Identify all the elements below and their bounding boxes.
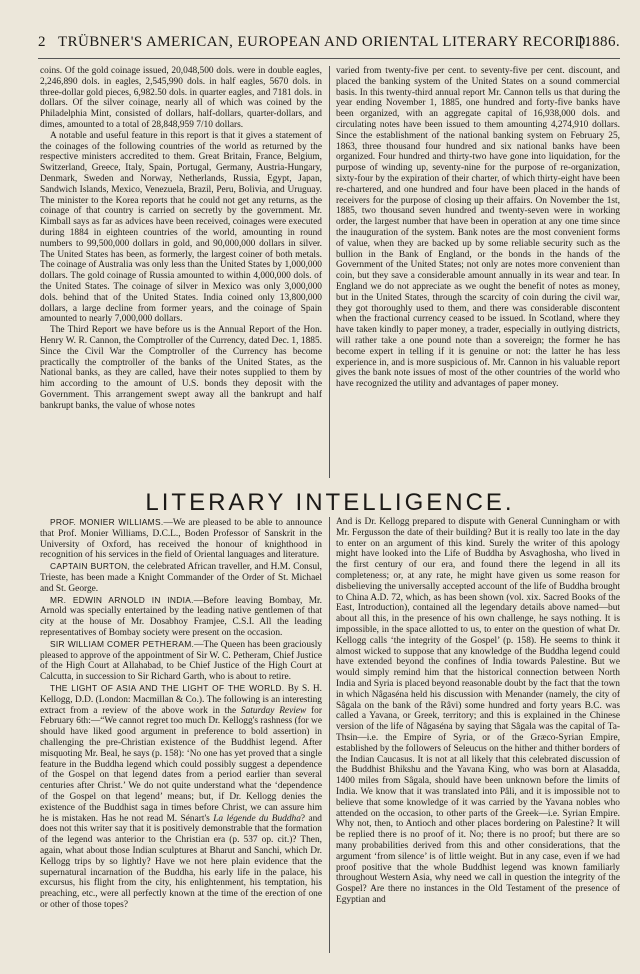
- paragraph: coins. Of the gold coinage issued, 20,048,500 dols. were in double eagles, 2,246,890 dols. in eagles, 2,545,990 dols. in half eagles, 5670 dols. in three-dollar gold pieces, 6,982.50 dols. in quarter eagles, and 7181 dols. in dollars. Of the silver coinage, nearly all of which was coined by the Philadelphia Mint, consisted of dollars, half-dollars, quarter-dollars, and dimes, amounted to a total of 28,848,959 7/10 dollars.: [40, 66, 322, 130]
- column-divider: [329, 66, 330, 478]
- item-text: the celebrated African traveller, and H.M. Consul, Trieste, has been made a Knight Commander of the Order of St. Michael and St. George.: [40, 562, 322, 594]
- year: [1886.: [578, 34, 620, 50]
- paragraph: varied from twenty-five per cent. to seventy-five per cent. discount, and placed the banking system of the United States on a sound commercial basis. In this twenty-third annual report Mr. Cannon tells us that during the year ending November 1, 1885, one hundred and forty-five banks have been organized, with an aggregate capital of 16,938,000 dols. and circulating notes have been issued to them amounting 4,274,910 dollars. Since the establishment of the national banking system on February 25, 1863, three thousand four hundred and six national banks have been organized. Four hundred and thirty-two have gone into liquidation, for the purpose of winding up, seventy-nine for the purpose of re-organization, sixty-four by the expiration of their charter, of which thirty-eight have been re-chartered, and one hundred and four have been placed in the hands of receivers for the purpose of closing up their affairs. On November the 1st, 1885, two thousand seven hundred and twenty-seven were in working order, the largest number that have been in operation at any one time since the inauguration of the system. Bank notes are the most convenient forms of value, when they are backed up by some reliable security such as the bullion in the Bank of England, or the bonds in the hands of the Government of the United States; not only are notes more convenient than coin, but they save a considerable amount annually in its wear and tear. In England we do not appreciate as we ought the benefit of notes as money, but in the United States, through the scarcity of coin during the civil war, they got thoroughly used to them, and there was considerable discontent when the fractional currency ceased to be issued. In Scotland, where they have taken kindly to paper money, a trader, especially in outlying districts, will rather take a one pound note than a sovereign; the former he has become expert in telling if it is genuine or not: the latter he has less experience in, and is more suspicious of. Mr. Cannon in his valuable report gives the bank note issues of most of the other countries of the world who have recognized the utility and advantages of paper money.: [336, 66, 620, 390]
- intel-left-column: [40, 517, 322, 957]
- item-heading: SIR WILLIAM COMER PETHERAM.: [50, 638, 195, 649]
- page-number: 2: [38, 34, 46, 50]
- item-heading: CAPTAIN BURTON,: [50, 561, 131, 572]
- item-text: By S. H. Kellogg, D.D. (London: Macmillan & Co.). The following is an interesting extract from a review of the above work in the: [40, 683, 322, 716]
- column-divider: [329, 517, 330, 953]
- item-text: —Before leaving Bombay, Mr. Arnold was specially entertained by the leading native gentlemen of that city at the house of Mr. Dosabhoy Framjee, C.S.I. All the leading representatives of Bombay society were present on the occasion.: [40, 595, 322, 638]
- item-text: for February 6th:—“We cannot regret too much Dr. Kellogg's rashness (for we should have liked good argument in preference to bold assertion) in challenging the pre-Christian existence of the Buddhist legend. After misquoting Mr. Beal, he says (p. 158): ‘No one has yet proved that a single feature in the Buddha legend which could possibly suggest a dependence of the Gospel on that legend dates from a period earlier than several centuries after Christ.’ We do not quite understand what the ‘dependence of the Gospel on that legend’ means; but, if Dr. Kellogg denies the existence of the Buddhist saga in times before Christ, we can assure him he is mistaken. Has he not read M. Sénart's: [40, 705, 322, 824]
- paragraph: The Third Report we have before us is the Annual Report of the Hon. Henry W. R. Cannon, the Comptroller of the Currency, dated Dec. 1, 1885. Since the Civil War the Comptroller of the Currency has become practically the comptroller of the banks of the United States, as the National banks, as they are called, have their notes supplied to them by him according to the amount of U.S. bonds they deposit with the Government. This arrangement swept away all the bankrupt and half bankrupt banks, the value of whose notes: [40, 325, 322, 411]
- paragraph: A notable and useful feature in this report is that it gives a statement of the coinages of the following countries of the world as returned by the respective ministers accredited to them. Great Britain, France, Belgium, Switzerland, Greece, Italy, Spain, Portugal, Germany, Austria-Hungary, Denmark, Sweden and Norway, Netherlands, Russia, Egypt, Japan, Sandwich Islands, Mexico, Venezuela, Brazil, Peru, Bolivia, and Uruguay. The minister to the Korea reports that he could not get any returns, as the coinage of that country is carried on secretly by the government. Mr. Kimball says as far as advices have been received, coinages were executed during 1884 in eighteen countries of the world, amounting in round numbers to 99,500,000 dollars in gold, and 90,000,000 dollars in silver. The United States has been, as formerly, the largest coiner of both metals. The coinage of Australia was only less than the United States by 1,000,000 dollars. The gold coinage of Russia amounted to within 4,000,000 dols. of the United States. The coinage of silver in Mexico was only 3,000,000 dols. behind that of the United States. India coined only 13,800,000 dollars, a large decline from former years, and the coinage of Spain amounted to nearly 7,000,000 dollars.: [40, 130, 322, 325]
- journal-name: Saturday Review: [240, 705, 307, 716]
- item-heading: PROF. MONIER WILLIAMS.: [50, 517, 164, 527]
- item-text: —We are pleased to be able to announce that Prof. Monier Williams, D.C.L., Boden Professor of Sanskrit in the University of Oxford, has received the honour of knighthood in recognition of his services in the field of Oriental languages and literature.: [40, 518, 322, 561]
- top-left-column: [40, 66, 322, 482]
- section-title: LITERARY INTELLIGENCE.: [145, 489, 515, 516]
- item-heading: MR. EDWIN ARNOLD IN INDIA.: [50, 594, 194, 605]
- top-right-column: [336, 66, 620, 482]
- intel-right-column: [336, 517, 620, 957]
- item-text: —The Queen has been graciously pleased to approve of the appointment of Sir W. C. Petheram, Chief Justice of the High Court at Allahabad, to be Chief Justice of the High Court at Calcutta, in succession to Sir Richard Garth, who is about to retire.: [40, 639, 322, 683]
- item-text: ? and does not this writer say that it is positively demonstrable that the formation of the legend was anterior to the Christian era (p. 537 op. cit.)? Then, again, what about those Indian sculptures at Bharut and Sanchi, which Dr. Kellogg trips by so lightly? Have we not here plain evidence that the supernatural incarnation of the Buddha, his early life in the palace, his excursus, his flight from the city, his enlightenment, his temptation, his preaching, etc., were all perfectly known at the time of the erection of one or other of those topes?: [40, 813, 322, 910]
- journal-title: TRÜBNER'S AMERICAN, EUROPEAN AND ORIENTAL LITERARY RECORD.: [58, 34, 590, 50]
- book-title: La légende du Buddha: [213, 813, 301, 824]
- running-header: [38, 34, 620, 54]
- paragraph: And is Dr. Kellogg prepared to dispute with General Cunningham or with Mr. Fergusson the date of their building? But it is really too late in the day to enter on an argument of this kind. Surely the writer of this apology might have looked into the Life of Buddha by Asvaghosha, who lived in the first century of our era, and found there the legend in all its completeness; or, at any rate, he might have given us some reason for disbelieving the universally accepted account of the life of Buddha brought to China A.D. 72, which, as has been shown (vol. xix. Sacred Books of the East, Introduction), contained all the legendary details above named—but about all this, in the presence of his own challenge, he says nothing. It is impossible, in the space allotted to us, to enter on the question of what Dr. Kellogg calls ‘the integrity of the Gospel’ (p. 158). He seems to think it almost wicked to suppose that any knowledge of the Buddha legend could have extended beyond the confines of India towards Palestine. But we would simply remind him that the historical connection between North India and Syria is placed beyond reasonable doubt by the fact that the town in which Nâgaséna held his discussion with Menander (namely, the city of Sâgala on the bank of the Râvi) some hundred and forty years B.C. was called a Yavana, or Greek, territory; and this is explained in the Chinese version of the life of Nâgaséna by saying that Sâgala was the capital of Ta-Thsin—i.e. the Empire of Syria, or of the Græco-Syrian Empire, established by the followers of Seleucus on the hither and thither borders of the Indian Caucasus. It is not at all likely that this celebrated discussion of the Buddhist Bhikshu and the Yavana King, who was born at Alasadda, 1400 miles from Sâgala, should have been unknown before the limits of India. We know that it was translated into Pâli, and it is impossible not to believe that some knowledge of it was carried by the Yavana nobles who attended on the occasion, to other parts of the Greek—i.e. Syrian Empire. Why not, then, to Antioch and other places bordering on Palestine? It will be replied there is no proof of it. No; there is no proof; but there are so many probabilities derived from this and other considerations, that the argument ‘from silence’ is of little weight. But in any case, even if we had proof positive that the whole Buddhist legend was known familiarly throughout Western Asia, why need we call in question the integrity of the Gospel? Are there no instances in the Old Testament of the presence of Egyptian and: [336, 517, 620, 905]
- item-heading: THE LIGHT OF ASIA AND THE LIGHT OF THE WORLD.: [50, 682, 285, 693]
- header-rule: [38, 58, 620, 59]
